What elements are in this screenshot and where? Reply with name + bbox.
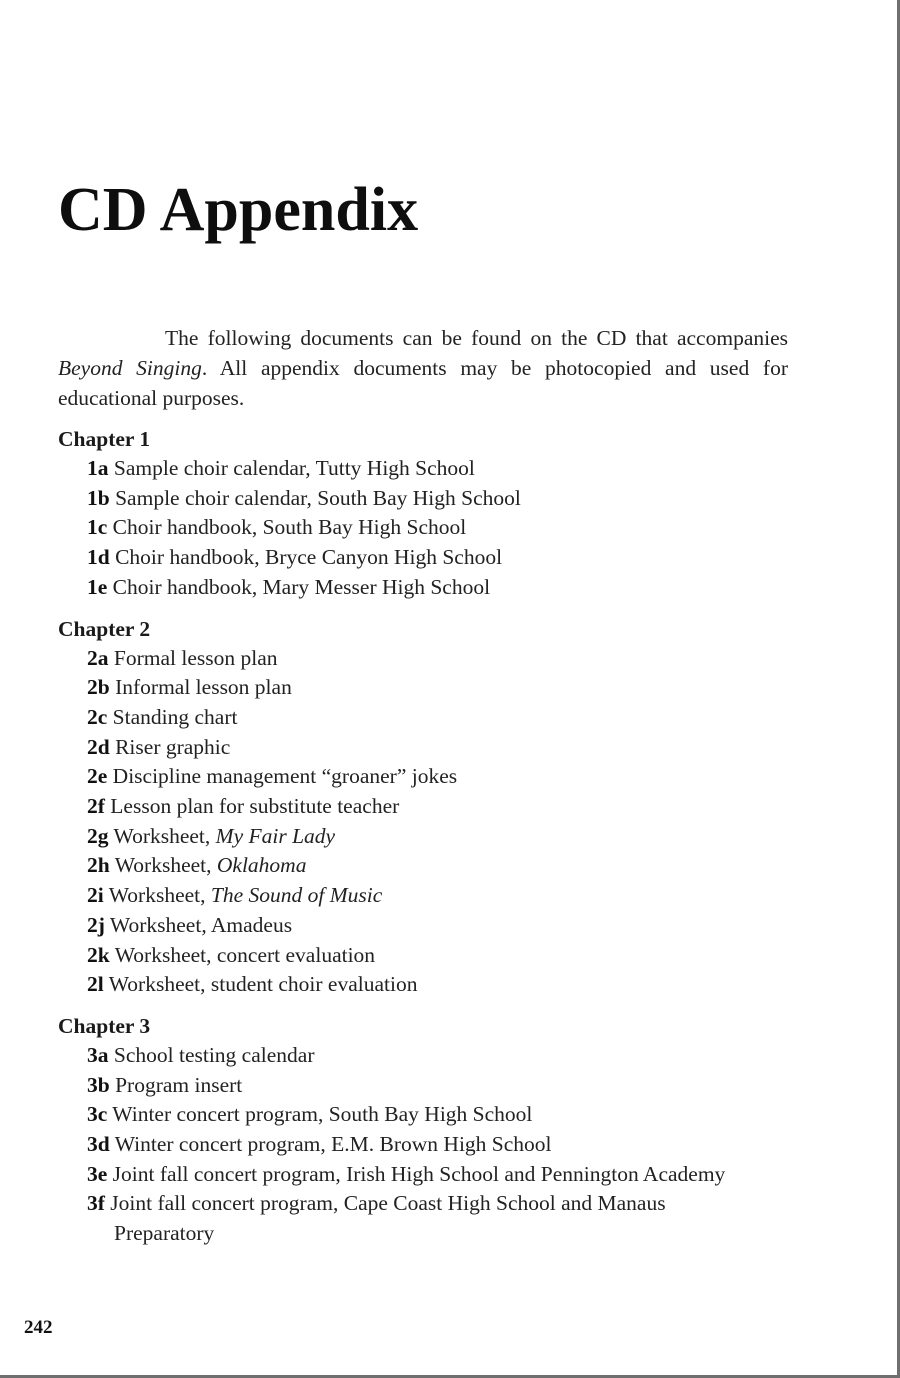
item-id: 3c bbox=[87, 1102, 108, 1127]
item-id: 1a bbox=[87, 456, 109, 480]
item-text: Choir handbook, Mary Messer High School bbox=[112, 574, 491, 599]
list-item bbox=[58, 454, 818, 484]
item-text: Joint fall concert program, Cape Coast High School and Manaus Preparatory bbox=[110, 1191, 666, 1246]
list-item bbox=[58, 543, 818, 573]
chapter-heading: Chapter 3 bbox=[58, 1013, 151, 1038]
intro-paragraph bbox=[58, 323, 788, 413]
list-item bbox=[58, 1160, 754, 1190]
document-list bbox=[58, 454, 818, 603]
item-id: 3a bbox=[87, 1042, 109, 1067]
list-item bbox=[58, 513, 818, 543]
document-list bbox=[58, 1041, 818, 1249]
item-text: Choir handbook, South Bay High School bbox=[112, 515, 467, 540]
list-item bbox=[58, 673, 818, 703]
item-id: 1c bbox=[87, 515, 108, 540]
item-text: Winter concert program, E.M. Brown High School bbox=[114, 1132, 552, 1157]
item-text: Program insert bbox=[115, 1072, 243, 1097]
item-id: 1e bbox=[87, 574, 108, 599]
item-id: 2g bbox=[87, 823, 109, 848]
item-text: Standing chart bbox=[112, 704, 238, 729]
item-id: 2j bbox=[87, 912, 105, 937]
list-item bbox=[58, 703, 818, 733]
item-id: 1d bbox=[87, 545, 110, 570]
work-title: My Fair Lady bbox=[215, 823, 336, 848]
list-item bbox=[58, 970, 818, 1000]
work-title: Oklahoma bbox=[216, 853, 307, 878]
item-id: 2d bbox=[87, 734, 110, 759]
list-item bbox=[58, 911, 818, 941]
item-id: 3d bbox=[87, 1132, 110, 1157]
chapter-3-section bbox=[58, 1011, 818, 1249]
item-id: 2l bbox=[87, 972, 104, 997]
item-text: Informal lesson plan bbox=[115, 675, 292, 700]
chapter-list bbox=[58, 424, 818, 1260]
list-item bbox=[58, 881, 818, 911]
item-text: Worksheet, concert evaluation bbox=[114, 942, 376, 967]
item-text: Worksheet, student choir evaluation bbox=[108, 972, 418, 997]
item-id: 2f bbox=[87, 794, 105, 819]
page-number: 242 bbox=[24, 1317, 53, 1338]
item-text: Worksheet, bbox=[108, 883, 211, 908]
item-text: School testing calendar bbox=[113, 1042, 315, 1067]
intro-text-start: The following documents can be found on the CD that accompanies bbox=[165, 326, 788, 350]
list-item bbox=[58, 1071, 818, 1101]
item-text: Winter concert program, South Bay High School bbox=[112, 1102, 533, 1127]
item-id: 2i bbox=[87, 883, 104, 908]
item-text: Discipline management “groaner” jokes bbox=[112, 764, 458, 789]
chapter-1-section bbox=[58, 424, 818, 603]
item-id: 1b bbox=[87, 485, 110, 510]
item-id: 2c bbox=[87, 704, 108, 729]
item-text: Lesson plan for substitute teacher bbox=[110, 794, 400, 819]
list-item bbox=[58, 1100, 818, 1130]
list-item bbox=[58, 1130, 818, 1160]
list-item bbox=[58, 941, 818, 971]
item-id: 2h bbox=[87, 853, 110, 878]
item-text: Formal lesson plan bbox=[113, 645, 278, 670]
item-id: 3b bbox=[87, 1072, 110, 1097]
page-title: CD Appendix bbox=[58, 176, 419, 244]
list-item bbox=[58, 644, 818, 674]
item-id: 3e bbox=[87, 1161, 108, 1186]
list-item bbox=[58, 762, 818, 792]
list-item bbox=[58, 733, 818, 763]
item-text: Sample choir calendar, South Bay High School bbox=[115, 485, 521, 510]
item-text: Worksheet, bbox=[114, 853, 217, 878]
list-item bbox=[58, 573, 818, 603]
item-text: Sample choir calendar, Tutty High School bbox=[113, 456, 475, 480]
chapter-heading: Chapter 2 bbox=[58, 616, 151, 641]
work-title: The Sound of Music bbox=[210, 883, 383, 908]
list-item bbox=[58, 822, 818, 852]
chapter-heading: Chapter 1 bbox=[58, 427, 151, 451]
intro-text-end: . All appendix documents may be photocopied and used for educational purposes. bbox=[58, 356, 788, 410]
list-item bbox=[58, 792, 818, 822]
item-id: 2b bbox=[87, 675, 110, 700]
item-id: 2k bbox=[87, 942, 110, 967]
list-item bbox=[58, 1041, 818, 1071]
document-list bbox=[58, 644, 818, 1000]
item-id: 2e bbox=[87, 764, 108, 789]
item-id: 2a bbox=[87, 645, 109, 670]
item-id: 3f bbox=[87, 1191, 105, 1216]
item-text: Choir handbook, Bryce Canyon High School bbox=[115, 545, 503, 570]
item-text: Riser graphic bbox=[115, 734, 231, 759]
item-text: Worksheet, bbox=[113, 823, 216, 848]
book-title: Beyond Singing bbox=[58, 356, 202, 380]
list-item bbox=[58, 851, 818, 881]
chapter-2-section bbox=[58, 614, 818, 1000]
item-text: Worksheet, Amadeus bbox=[109, 912, 293, 937]
list-item bbox=[58, 1189, 754, 1248]
list-item bbox=[58, 484, 818, 514]
item-text: Joint fall concert program, Irish High School and Pennington Academy bbox=[112, 1161, 726, 1186]
